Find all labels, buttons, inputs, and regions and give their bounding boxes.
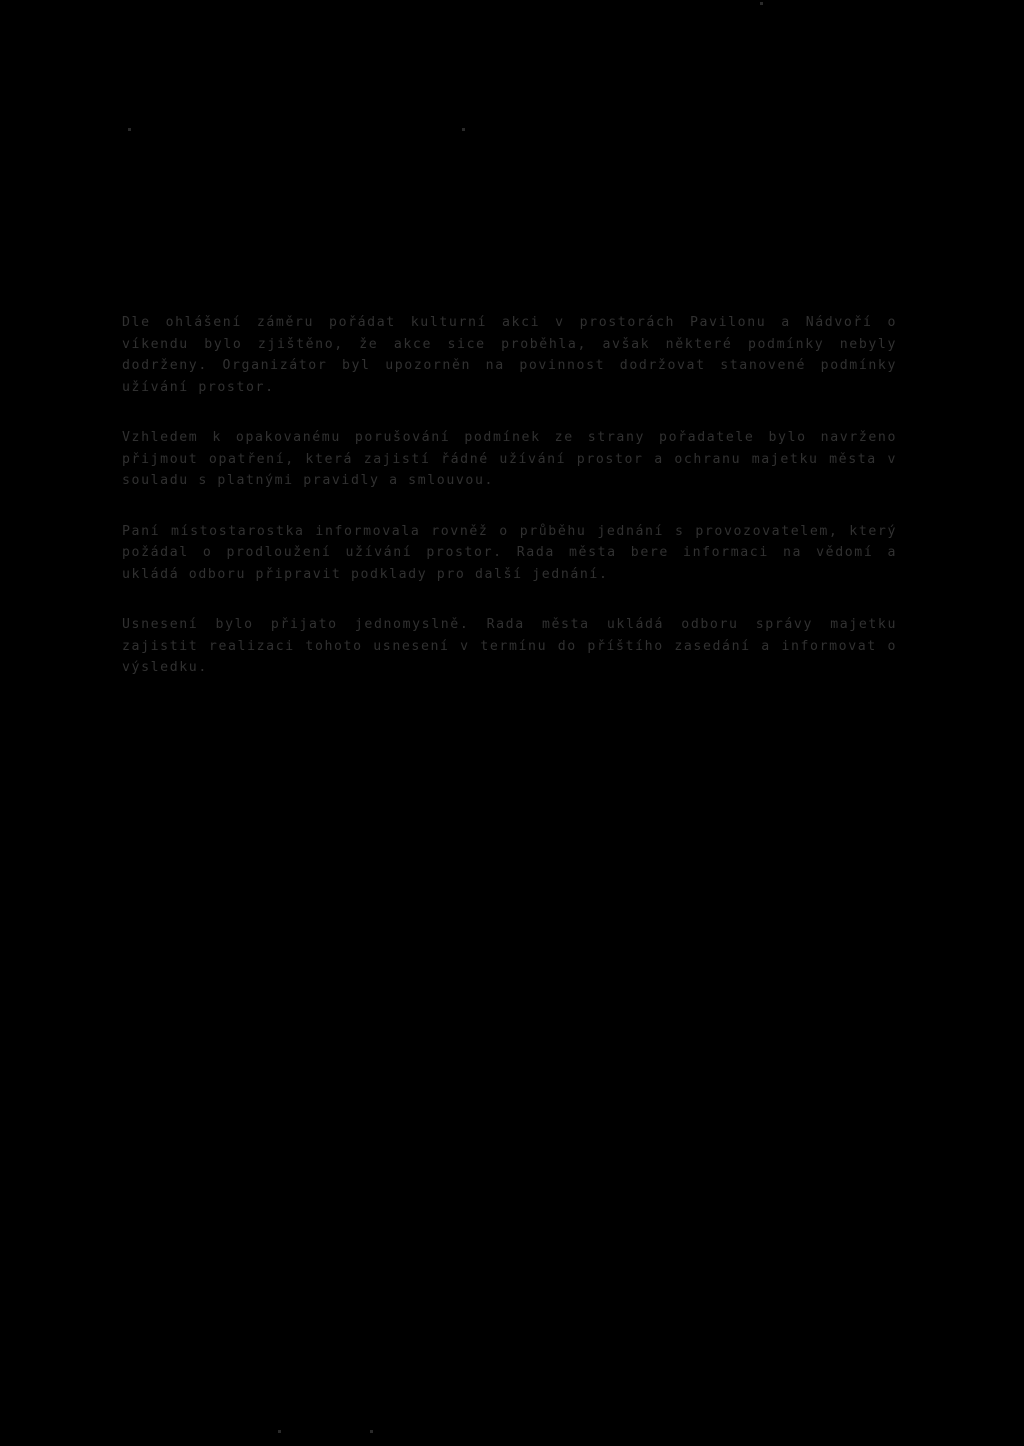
header-scan-marks: [120, 120, 900, 140]
scan-artifact-mark: [462, 128, 465, 131]
paragraph: Paní místostarostka informovala rovněž o průběhu jednání s provozovatelem, který požádal o prodloužení užívání prostor. Rada města bere informaci na vědomí a ukládá odboru připravit podklady pro další jednání.: [122, 523, 897, 582]
scan-artifact-mark: [370, 1430, 373, 1433]
paragraph: Dle ohlášení záměru pořádat kulturní akci v prostorách Pavilonu a Nádvoří o víkendu bylo zjištěno, že akce sice proběhla, avšak některé podmínky nebyly dodrženy. Organizátor byl upozorněn na povinnost dodržovat stanovené podmínky užívání prostor.: [122, 315, 897, 395]
paragraph: Usnesení bylo přijato jednomyslně. Rada města ukládá odboru správy majetku zajistit realizaci tohoto usnesení v termínu do příštího zasedání a informovat o výsledku.: [122, 617, 897, 675]
scan-artifact-mark: [278, 1430, 281, 1433]
footer-scan-marks: [270, 1428, 390, 1434]
scan-artifact-mark: [760, 2, 763, 5]
document-body: [122, 312, 897, 708]
paragraph: Vzhledem k opakovanému porušování podmínek ze strany pořadatele bylo navrženo přijmout opatření, která zajistí řádné užívání prostor a ochranu majetku města v souladu s platnými pravidly a smlouvou.: [122, 430, 897, 488]
scan-artifact-mark: [128, 128, 131, 131]
